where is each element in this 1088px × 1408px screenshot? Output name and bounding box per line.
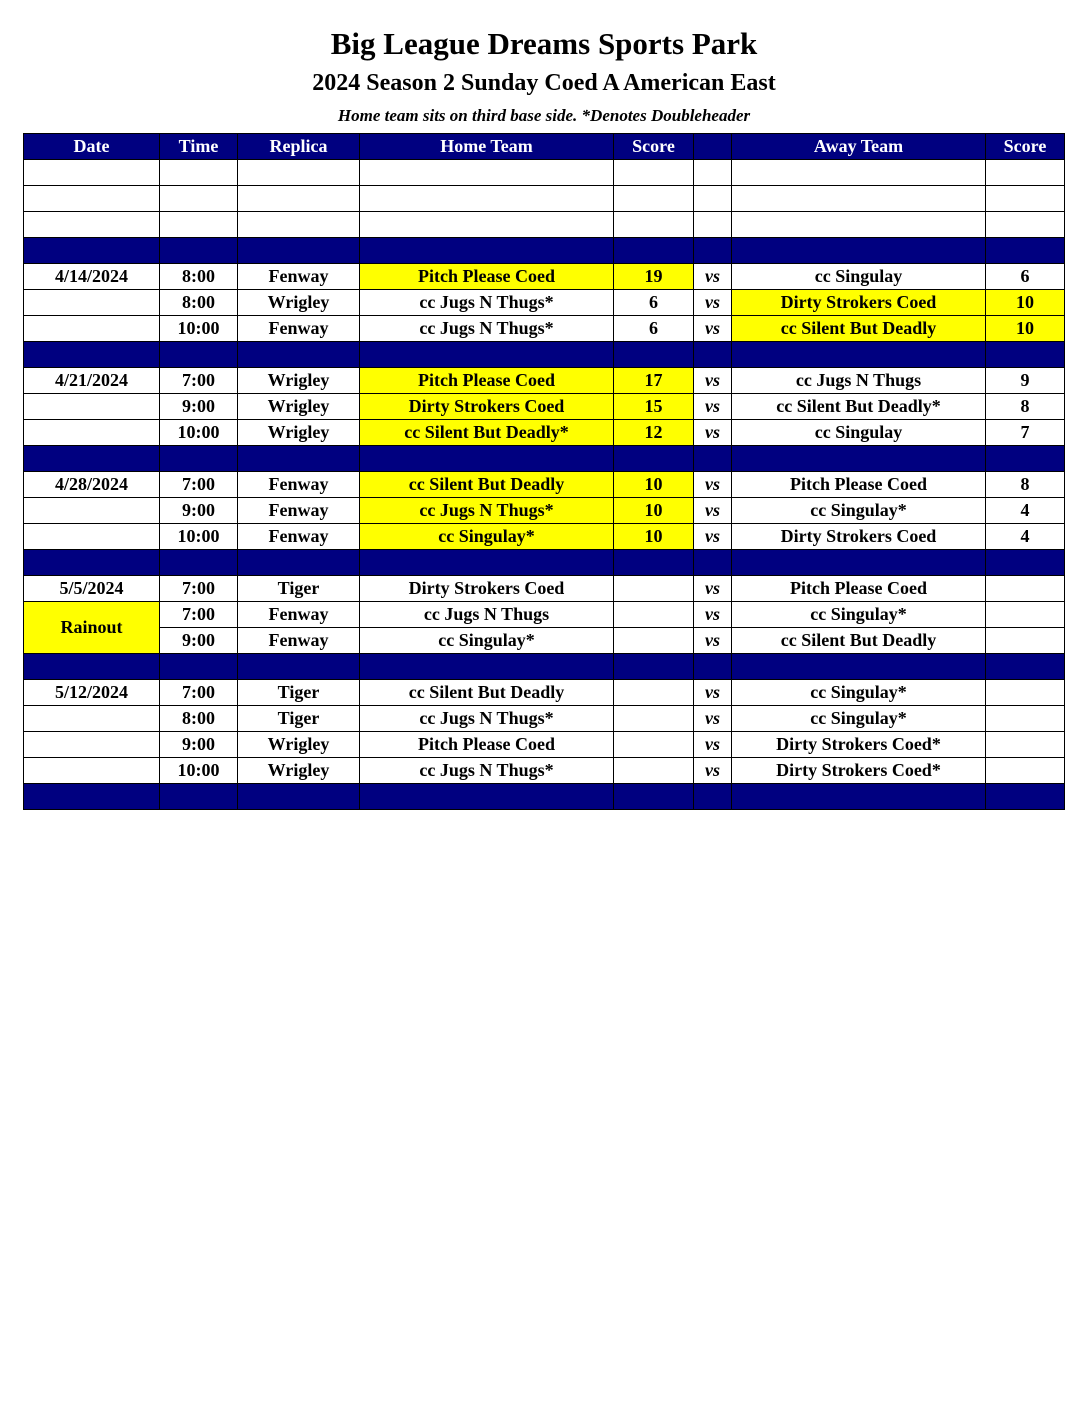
game-time: 8:00 xyxy=(160,290,238,316)
game-replica: Fenway xyxy=(238,472,360,498)
game-replica: Tiger xyxy=(238,680,360,706)
game-time: 7:00 xyxy=(160,602,238,628)
game-time: 10:00 xyxy=(160,316,238,342)
game-date xyxy=(24,498,160,524)
game-replica: Fenway xyxy=(238,628,360,654)
away-score: 6 xyxy=(986,264,1065,290)
game-time: 8:00 xyxy=(160,706,238,732)
home-team: cc Jugs N Thugs* xyxy=(360,758,614,784)
game-time: 9:00 xyxy=(160,394,238,420)
empty-row xyxy=(24,212,1065,238)
vs-label: vs xyxy=(694,758,732,784)
vs-label: vs xyxy=(694,732,732,758)
separator-row xyxy=(24,550,1065,576)
away-team: Pitch Please Coed xyxy=(732,576,986,602)
away-score: 7 xyxy=(986,420,1065,446)
game-date: 5/12/2024 xyxy=(24,680,160,706)
game-replica: Wrigley xyxy=(238,732,360,758)
away-score xyxy=(986,758,1065,784)
vs-label: vs xyxy=(694,472,732,498)
game-row xyxy=(24,420,1065,446)
away-team: cc Singulay* xyxy=(732,602,986,628)
away-team: cc Singulay* xyxy=(732,706,986,732)
col-time: Time xyxy=(160,134,238,160)
away-team: Dirty Strokers Coed xyxy=(732,524,986,550)
home-score xyxy=(614,706,694,732)
home-score xyxy=(614,680,694,706)
game-row xyxy=(24,394,1065,420)
game-time: 10:00 xyxy=(160,420,238,446)
home-score xyxy=(614,758,694,784)
game-date xyxy=(24,394,160,420)
game-date xyxy=(24,420,160,446)
home-team: cc Jugs N Thugs* xyxy=(360,706,614,732)
rainout-label: Rainout xyxy=(24,602,160,654)
away-team: cc Singulay xyxy=(732,420,986,446)
game-date: 5/5/2024 xyxy=(24,576,160,602)
away-team: cc Jugs N Thugs xyxy=(732,368,986,394)
game-replica: Wrigley xyxy=(238,394,360,420)
game-replica: Fenway xyxy=(238,524,360,550)
game-replica: Tiger xyxy=(238,576,360,602)
game-row xyxy=(24,602,1065,628)
game-replica: Wrigley xyxy=(238,290,360,316)
vs-label: vs xyxy=(694,680,732,706)
col-home-score: Score xyxy=(614,134,694,160)
game-time: 10:00 xyxy=(160,758,238,784)
game-time: 9:00 xyxy=(160,498,238,524)
game-row xyxy=(24,368,1065,394)
vs-label: vs xyxy=(694,706,732,732)
game-replica: Wrigley xyxy=(238,420,360,446)
home-score: 17 xyxy=(614,368,694,394)
home-team: cc Silent But Deadly* xyxy=(360,420,614,446)
header-row xyxy=(24,134,1065,160)
schedule-note: Home team sits on third base side. *Denotes Doubleheader xyxy=(337,106,751,125)
away-score: 4 xyxy=(986,498,1065,524)
game-row xyxy=(24,316,1065,342)
away-score: 8 xyxy=(986,472,1065,498)
home-team: cc Jugs N Thugs* xyxy=(360,290,614,316)
away-team: cc Singulay* xyxy=(732,680,986,706)
game-date: 4/28/2024 xyxy=(24,472,160,498)
vs-label: vs xyxy=(694,602,732,628)
vs-label: vs xyxy=(694,368,732,394)
game-row xyxy=(24,576,1065,602)
game-time: 7:00 xyxy=(160,472,238,498)
away-team: Pitch Please Coed xyxy=(732,472,986,498)
game-replica: Fenway xyxy=(238,316,360,342)
game-row xyxy=(24,706,1065,732)
vs-label: vs xyxy=(694,524,732,550)
home-score xyxy=(614,576,694,602)
game-replica: Fenway xyxy=(238,264,360,290)
col-replica: Replica xyxy=(238,134,360,160)
game-time: 7:00 xyxy=(160,680,238,706)
game-row xyxy=(24,628,1065,654)
away-team: Dirty Strokers Coed* xyxy=(732,758,986,784)
game-row xyxy=(24,498,1065,524)
away-score: 8 xyxy=(986,394,1065,420)
away-score xyxy=(986,628,1065,654)
game-date xyxy=(24,316,160,342)
separator-row xyxy=(24,342,1065,368)
game-date: 4/14/2024 xyxy=(24,264,160,290)
game-row xyxy=(24,290,1065,316)
home-score: 6 xyxy=(614,290,694,316)
game-date xyxy=(24,524,160,550)
home-team: cc Silent But Deadly xyxy=(360,680,614,706)
game-replica: Fenway xyxy=(238,602,360,628)
vs-label: vs xyxy=(694,264,732,290)
away-score xyxy=(986,680,1065,706)
game-row xyxy=(24,264,1065,290)
home-score xyxy=(614,602,694,628)
home-score: 15 xyxy=(614,394,694,420)
vs-label: vs xyxy=(694,420,732,446)
home-team: cc Jugs N Thugs* xyxy=(360,316,614,342)
home-team: Pitch Please Coed xyxy=(360,732,614,758)
game-row xyxy=(24,732,1065,758)
away-score: 10 xyxy=(986,316,1065,342)
away-score: 10 xyxy=(986,290,1065,316)
home-team: Pitch Please Coed xyxy=(360,264,614,290)
schedule-table xyxy=(23,133,1065,810)
home-score: 10 xyxy=(614,472,694,498)
home-team: cc Jugs N Thugs* xyxy=(360,498,614,524)
vs-label: vs xyxy=(694,628,732,654)
home-team: Dirty Strokers Coed xyxy=(360,576,614,602)
home-score: 10 xyxy=(614,498,694,524)
home-team: Dirty Strokers Coed xyxy=(360,394,614,420)
home-team: cc Singulay* xyxy=(360,524,614,550)
away-team: cc Singulay xyxy=(732,264,986,290)
away-score xyxy=(986,706,1065,732)
col-away-team: Away Team xyxy=(732,134,986,160)
game-replica: Wrigley xyxy=(238,368,360,394)
game-date xyxy=(24,290,160,316)
game-time: 9:00 xyxy=(160,628,238,654)
home-score: 10 xyxy=(614,524,694,550)
home-score: 12 xyxy=(614,420,694,446)
game-replica: Fenway xyxy=(238,498,360,524)
game-row xyxy=(24,680,1065,706)
away-team: cc Singulay* xyxy=(732,498,986,524)
away-score xyxy=(986,602,1065,628)
separator-row xyxy=(24,784,1065,810)
game-time: 7:00 xyxy=(160,576,238,602)
vs-label: vs xyxy=(694,394,732,420)
game-row xyxy=(24,758,1065,784)
game-date xyxy=(24,758,160,784)
game-replica: Wrigley xyxy=(238,758,360,784)
home-score xyxy=(614,628,694,654)
separator-row xyxy=(24,446,1065,472)
game-time: 7:00 xyxy=(160,368,238,394)
game-time: 9:00 xyxy=(160,732,238,758)
game-date xyxy=(24,706,160,732)
vs-label: vs xyxy=(694,316,732,342)
empty-row xyxy=(24,186,1065,212)
away-score: 4 xyxy=(986,524,1065,550)
home-score: 6 xyxy=(614,316,694,342)
game-row xyxy=(24,524,1065,550)
away-team: Dirty Strokers Coed* xyxy=(732,732,986,758)
col-date: Date xyxy=(24,134,160,160)
away-score xyxy=(986,576,1065,602)
game-time: 8:00 xyxy=(160,264,238,290)
away-score: 9 xyxy=(986,368,1065,394)
empty-row xyxy=(24,160,1065,186)
game-row xyxy=(24,472,1065,498)
separator-row xyxy=(24,238,1065,264)
vs-label: vs xyxy=(694,576,732,602)
home-score xyxy=(614,732,694,758)
home-team: cc Silent But Deadly xyxy=(360,472,614,498)
game-replica: Tiger xyxy=(238,706,360,732)
game-date: 4/21/2024 xyxy=(24,368,160,394)
league-subtitle: 2024 Season 2 Sunday Coed A American East xyxy=(312,70,776,96)
separator-row xyxy=(24,654,1065,680)
game-date xyxy=(24,732,160,758)
home-team: cc Jugs N Thugs xyxy=(360,602,614,628)
vs-label: vs xyxy=(694,290,732,316)
home-team: cc Singulay* xyxy=(360,628,614,654)
home-team: Pitch Please Coed xyxy=(360,368,614,394)
game-time: 10:00 xyxy=(160,524,238,550)
away-team: cc Silent But Deadly xyxy=(732,628,986,654)
col-vs xyxy=(694,134,732,160)
vs-label: vs xyxy=(694,498,732,524)
away-team: Dirty Strokers Coed xyxy=(732,290,986,316)
away-score xyxy=(986,732,1065,758)
col-home-team: Home Team xyxy=(360,134,614,160)
away-team: cc Silent But Deadly xyxy=(732,316,986,342)
home-score: 19 xyxy=(614,264,694,290)
page-title: Big League Dreams Sports Park xyxy=(330,26,758,61)
away-team: cc Silent But Deadly* xyxy=(732,394,986,420)
col-away-score: Score xyxy=(986,134,1065,160)
